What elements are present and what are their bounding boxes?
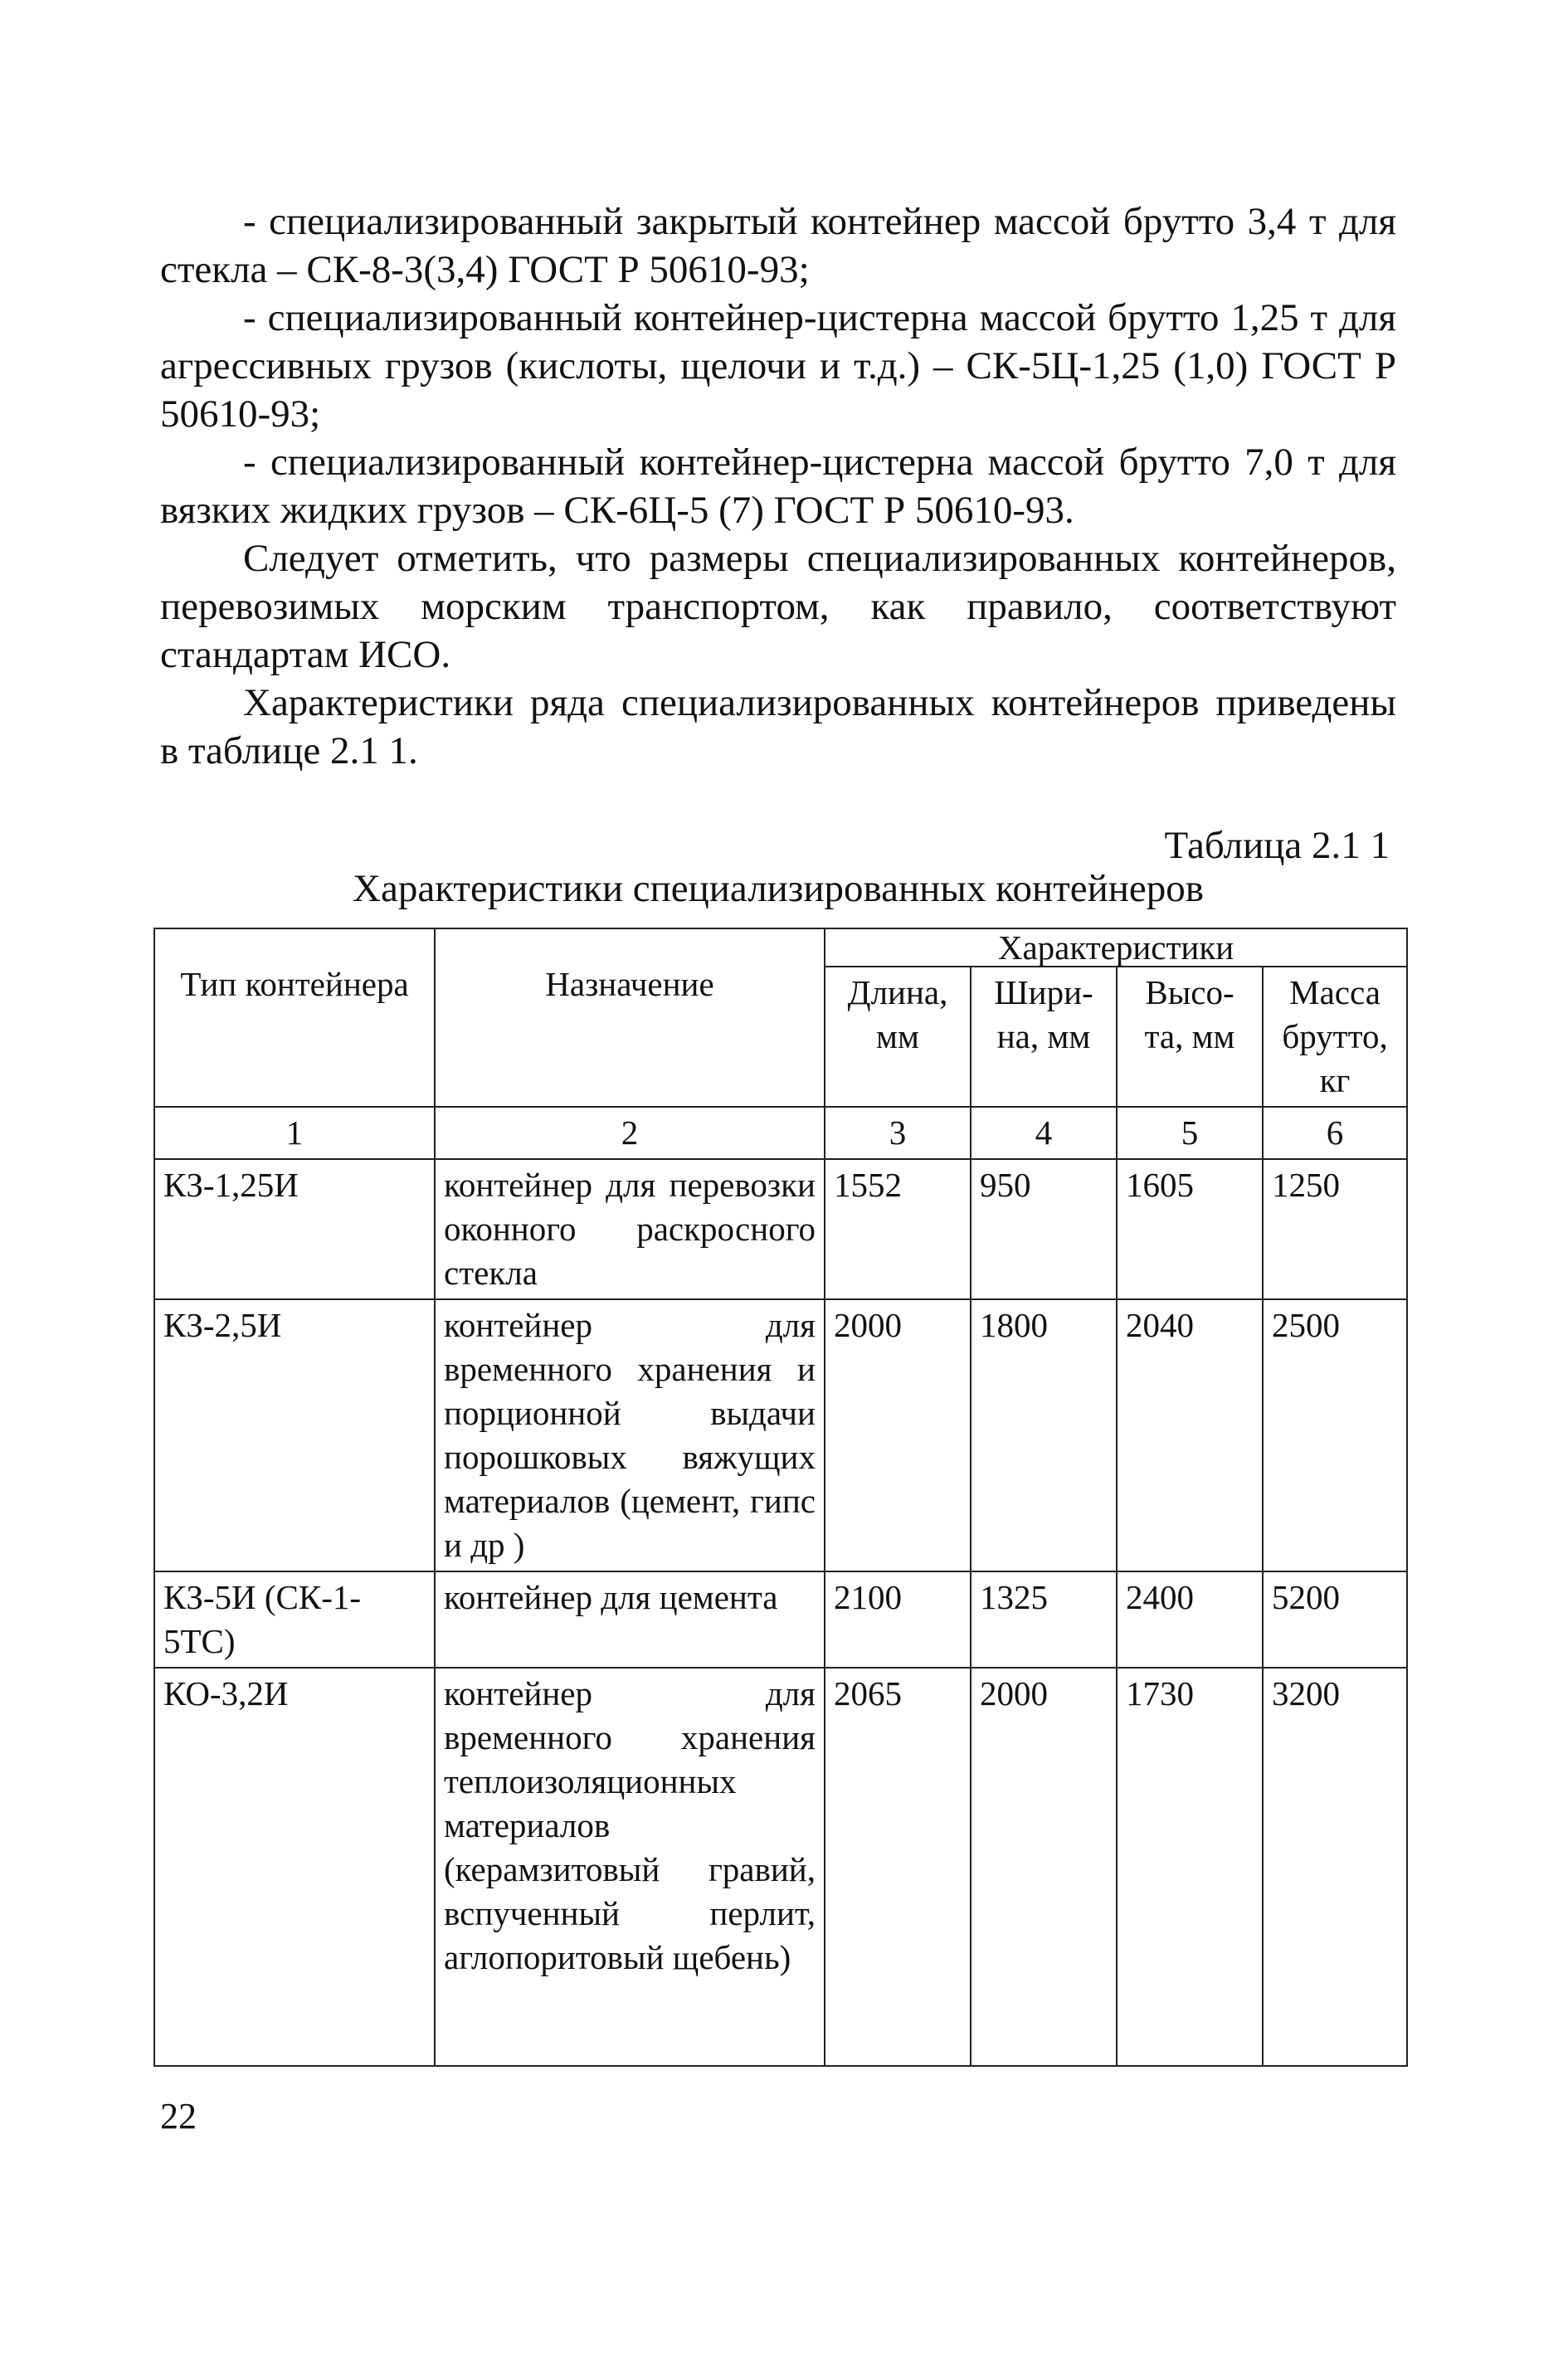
cell-length: 2100 bbox=[825, 1571, 971, 1668]
cell-width: 950 bbox=[971, 1159, 1117, 1299]
cell-mass: 5200 bbox=[1263, 1571, 1407, 1668]
cell-purpose: контейнер для цемента bbox=[435, 1571, 825, 1668]
table-row bbox=[154, 1299, 1407, 1571]
cell-type: КЗ-1,25И bbox=[154, 1159, 435, 1299]
column-number: 4 bbox=[971, 1107, 1117, 1159]
table-row bbox=[154, 1159, 1407, 1299]
header-purpose: Назначение bbox=[435, 928, 825, 1107]
table-row bbox=[154, 1571, 1407, 1668]
cell-length: 1552 bbox=[825, 1159, 971, 1299]
column-numbers-row bbox=[154, 1107, 1407, 1159]
header-type: Тип контейнера bbox=[154, 928, 435, 1107]
table-row bbox=[154, 1668, 1407, 2066]
cell-height: 2040 bbox=[1117, 1299, 1263, 1571]
cell-mass: 1250 bbox=[1263, 1159, 1407, 1299]
paragraph-container-tank-viscous: - специализированный контейнер-цистерна массой брутто 7,0 т для вязких жидких грузов – СК-6Ц-5 (7) ГОСТ Р 50610-93. bbox=[160, 441, 1396, 532]
cell-mass: 3200 bbox=[1263, 1668, 1407, 2066]
cell-purpose: контейнер для временного хранения и порционной выдачи порошковых вяжущих материалов (цемент, гипс и др ) bbox=[435, 1299, 825, 1571]
cell-length: 2000 bbox=[825, 1299, 971, 1571]
header-mass: Масса брутто, кг bbox=[1263, 967, 1407, 1107]
paragraph-table-reference: Характеристики ряда специализированных контейнеров приведены в таблице 2.1 1. bbox=[160, 681, 1396, 772]
cell-height: 2400 bbox=[1117, 1571, 1263, 1668]
cell-height: 1730 bbox=[1117, 1668, 1263, 2066]
column-number: 3 bbox=[825, 1107, 971, 1159]
header-width: Шири-на, мм bbox=[971, 967, 1117, 1107]
cell-width: 1800 bbox=[971, 1299, 1117, 1571]
column-number: 5 bbox=[1117, 1107, 1263, 1159]
column-number: 1 bbox=[154, 1107, 435, 1159]
column-number: 6 bbox=[1263, 1107, 1407, 1159]
cell-purpose: контейнер для временного хранения теплоизоляционных материалов (керамзитовый гравий, вспученный перлит, аглопоритовый щебень) bbox=[435, 1668, 825, 2066]
containers-table bbox=[153, 928, 1408, 2067]
cell-height: 1605 bbox=[1117, 1159, 1263, 1299]
cell-purpose: контейнер для перевозки оконного раскросного стекла bbox=[435, 1159, 825, 1299]
paragraph-iso-note: Следует отметить, что размеры специализированных контейнеров, перевозимых морским транспортом, как правило, соответствуют стандартам ИСО. bbox=[160, 537, 1396, 676]
header-height: Высо-та, мм bbox=[1117, 967, 1263, 1107]
cell-type: КЗ-2,5И bbox=[154, 1299, 435, 1571]
cell-type: КО-3,2И bbox=[154, 1668, 435, 2066]
table-number-label: Таблица 2.1 1 bbox=[1164, 824, 1390, 867]
paragraph-container-glass: - специализированный закрытый контейнер массой брутто 3,4 т для стекла – СК-8-3(3,4) ГОСТ Р 50610-93; bbox=[160, 200, 1396, 291]
column-number: 2 bbox=[435, 1107, 825, 1159]
cell-mass: 2500 bbox=[1263, 1299, 1407, 1571]
page-number: 22 bbox=[160, 2096, 197, 2136]
table-title: Характеристики специализированных контейнеров bbox=[353, 867, 1204, 910]
paragraph-container-tank-aggressive: - специализированный контейнер-цистерна массой брутто 1,25 т для агрессивных грузов (кислоты, щелочи и т.д.) – СК-5Ц-1,25 (1,0) ГОСТ Р 50610-93; bbox=[160, 296, 1396, 436]
cell-width: 2000 bbox=[971, 1668, 1117, 2066]
cell-type: КЗ-5И (СК-1-5ТС) bbox=[154, 1571, 435, 1668]
cell-length: 2065 bbox=[825, 1668, 971, 2066]
cell-width: 1325 bbox=[971, 1571, 1117, 1668]
header-length: Длина, мм bbox=[825, 967, 971, 1107]
header-characteristics: Характеристики bbox=[825, 928, 1407, 967]
table-header-row bbox=[154, 928, 1407, 967]
